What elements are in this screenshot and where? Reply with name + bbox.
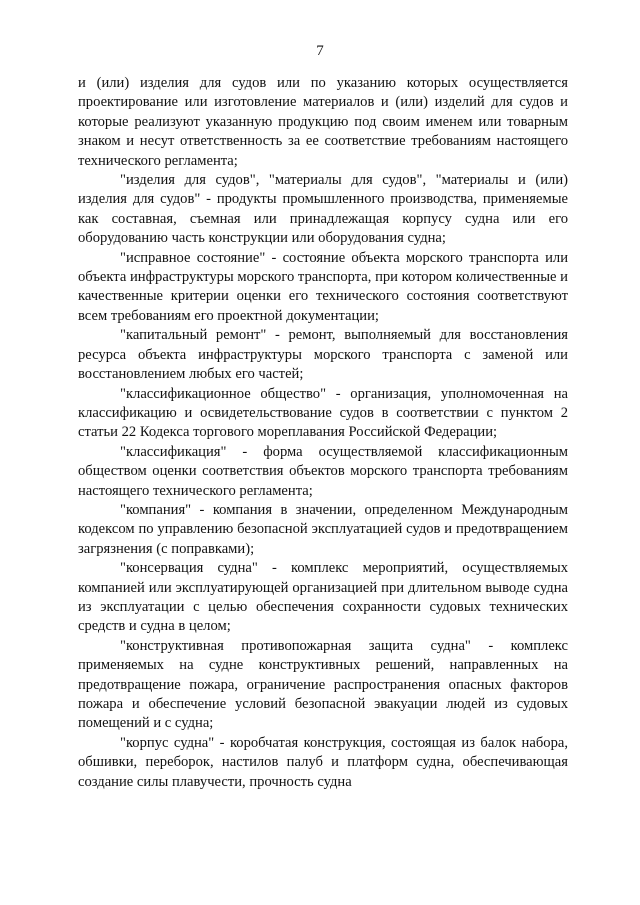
definition-company: "компания" - компания в значении, определенном Международным кодексом по управлению безопасной эксплуатацией судов и предотвращением загрязнения (с поправками);: [78, 501, 568, 557]
definition-structural-fire-protection: "конструктивная противопожарная защита судна" - комплекс применяемых на судне конструктивных решений, направленных на предотвращение пожара, ограничение распространения опасных факторов пожара и обеспечение условий безопасной эвакуации людей из судовых помещений и с судна;: [78, 637, 568, 732]
definition-ship-layup: "консервация судна" - комплекс мероприятий, осуществляемых компанией или эксплуатирующей организацией при длительном выводе судна из эксплуатации с целью обеспечения сохранности судовых технических средств и судна в целом;: [78, 560, 568, 635]
definition-ship-hull: "корпус судна" - коробчатая конструкция, состоящая из балок набора, обшивки, переборок, настилов палуб и платформ судна, обеспечивающая создание силы плавучести, прочность судна: [78, 734, 568, 790]
document-body: [78, 74, 568, 792]
definition-ship-products: "изделия для судов", "материалы для судов", "материалы и (или) изделия для судов" - продукты промышленного производства, применяемые как составная, съемная или принадлежащая корпусу судна или его оборудованию часть конструкции или оборудования судна;: [78, 172, 568, 247]
page-number: 7: [316, 43, 324, 59]
definition-classification-society: "классификационное общество" - организация, уполномоченная на классификацию и освидетельствование судов в соответствии с пунктом 2 статьи 22 Кодекса торгового мореплавания Российской Федерации;: [78, 385, 568, 441]
definition-serviceable-condition: "исправное состояние" - состояние объекта морского транспорта или объекта инфраструктуры морского транспорта, при котором количественные и качественные критерии оценки его технического состояния соответствуют всем требованиям его проектной документации;: [78, 249, 568, 324]
definition-classification: "классификация" - форма осуществляемой классификационным обществом оценки соответствия объектов морского транспорта требованиям настоящего технического регламента;: [78, 443, 568, 499]
definition-major-repair: "капитальный ремонт" - ремонт, выполняемый для восстановления ресурса объекта инфраструктуры морского транспорта с заменой или восстановлением любых его частей;: [78, 327, 568, 383]
paragraph-continuation: и (или) изделия для судов или по указанию которых осуществляется проектирование или изготовление материалов и (или) изделий для судов и которые реализуют указанную продукцию под своим именем или товарным знаком и несут ответственность за ее соответствие требованиям настоящего технического регламента;: [78, 75, 568, 169]
